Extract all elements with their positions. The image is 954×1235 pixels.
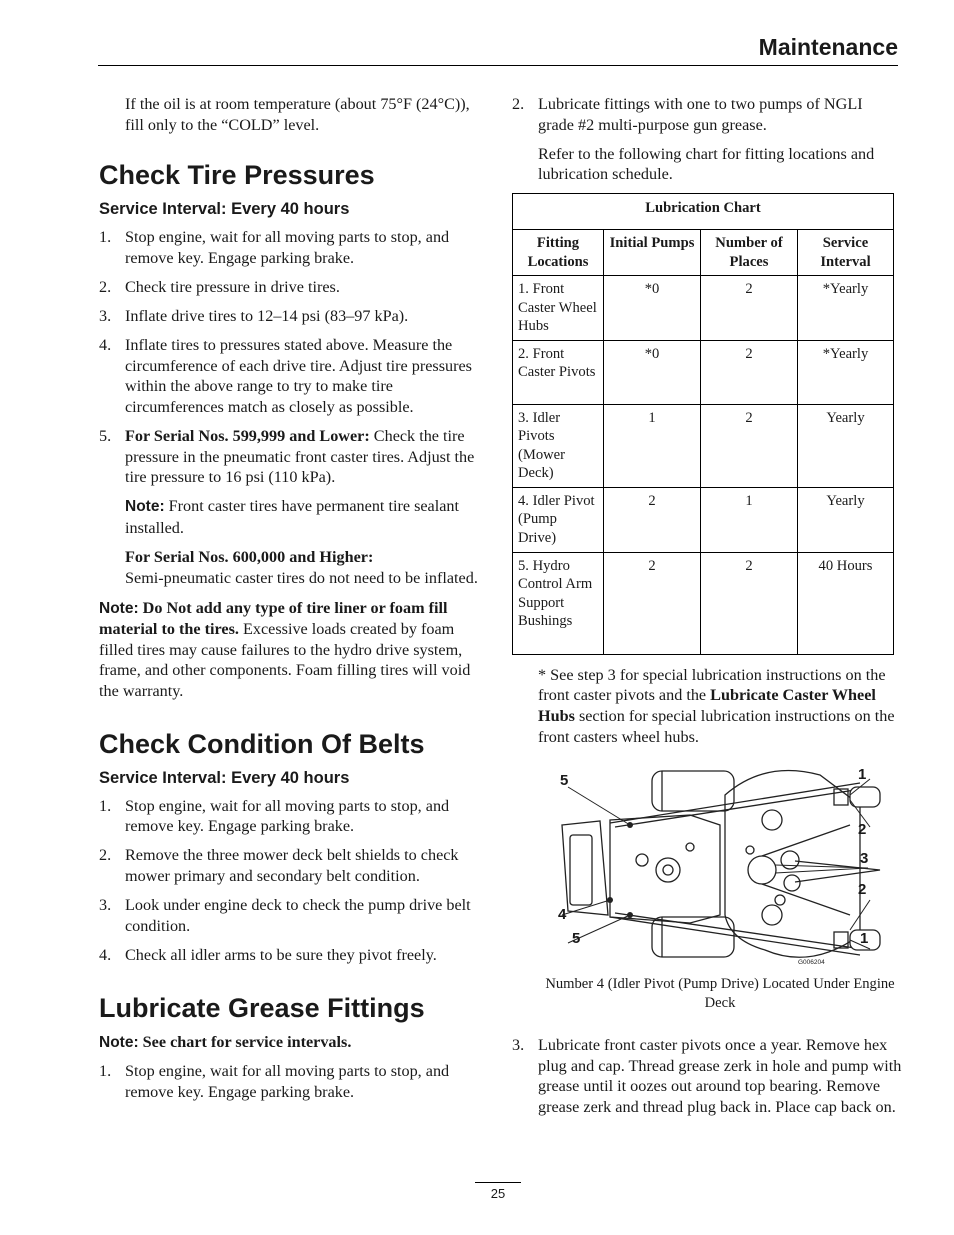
note-warning: Do Not add any type of tire liner or foam fill material to the tires. (99, 598, 448, 639)
right-column (512, 94, 902, 1126)
figure-code: G006204 (798, 959, 825, 966)
step-number: 2. (99, 277, 112, 296)
fitting-locations-diagram (550, 765, 910, 965)
grease-steps-list-continued (512, 94, 902, 135)
step-number: 4. (99, 945, 112, 964)
list-item (512, 94, 902, 135)
belts-steps-list (99, 796, 487, 966)
grease-note (99, 1032, 487, 1054)
callout-label: 2 (858, 881, 867, 899)
table-cell: 2 (701, 276, 798, 341)
tire-steps-list (99, 227, 487, 488)
table-cell: 1 (701, 487, 798, 552)
step-number: 1. (99, 1062, 112, 1081)
step-text: Lubricate front caster pivots once a year. Remove hex plug and cap. Thread grease zerk in hole and pump with grease until it oozes out around top bearing. Remove grease zerk and thread plug back in. Place cap back on. (538, 1036, 902, 1117)
intro-paragraph: If the oil is at room temperature (about 75°F (24°C)), fill only to the “COLD” level. (125, 95, 470, 134)
table-cell: 2 (701, 404, 798, 487)
table-row (513, 340, 894, 404)
callout-label: 2 (858, 821, 867, 839)
note-label: Note: (99, 1033, 139, 1051)
list-item (99, 277, 487, 298)
column-header: Service Interval (798, 230, 894, 276)
step-text: Check the tire pressure in the pneumatic front caster tires. Adjust the tire pressure to 16 psi (110 kPa). (125, 426, 475, 487)
note-label: Note: (99, 599, 139, 617)
table-cell: *Yearly (798, 340, 894, 404)
list-item (99, 426, 487, 488)
callout-label: 5 (560, 772, 569, 790)
step-text: Stop engine, wait for all moving parts to stop, and remove key. Engage parking brake. (125, 796, 450, 836)
list-item (99, 335, 487, 417)
grease-section-title: Lubricate Grease Fittings (99, 992, 425, 1023)
list-item (512, 1035, 902, 1117)
header-rule (98, 65, 898, 66)
callout-label: 1 (860, 930, 869, 948)
table-cell: *0 (604, 276, 701, 341)
table-row (513, 276, 894, 341)
serial-high-text: Semi-pneumatic caster tires do not need to be inflated. (125, 569, 478, 587)
caster-note (125, 496, 487, 538)
footnote-text: section for special lubrication instructions on the front casters wheel hubs. (538, 707, 895, 746)
step-text: Lubricate fittings with one to two pumps of NGLI grade #2 multi-purpose gun grease. (538, 95, 863, 134)
note-label: Note: (125, 498, 165, 516)
serial-high-paragraph (125, 547, 487, 588)
table-row (513, 487, 894, 552)
table-cell: 2 (604, 552, 701, 654)
serial-high-label: For Serial Nos. 600,000 and Higher: (125, 548, 374, 567)
chart-header-row (513, 230, 894, 276)
note-text: Front caster tires have permanent tire sealant installed. (125, 497, 460, 537)
section-header-title: Maintenance (758, 34, 898, 60)
step-text: Check tire pressure in drive tires. (125, 277, 340, 296)
figure-caption: Number 4 (Idler Pivot (Pump Drive) Located Under Engine Deck (545, 976, 895, 1012)
list-item (99, 895, 487, 936)
table-cell: 1. Front Caster Wheel Hubs (513, 276, 604, 341)
list-item (99, 945, 487, 966)
table-cell: *Yearly (798, 276, 894, 341)
table-cell: 2 (604, 487, 701, 552)
chart-title: Lubrication Chart (513, 193, 894, 230)
callout-label: 5 (572, 930, 581, 948)
table-cell: 3. Idler Pivots (Mower Deck) (513, 404, 604, 487)
chart-footnote (538, 665, 902, 747)
list-item (99, 845, 487, 886)
tire-section-title: Check Tire Pressures (99, 160, 375, 191)
note-text: See chart for service intervals. (138, 1032, 352, 1051)
callout-label: 1 (858, 766, 867, 784)
chart-reference: Refer to the following chart for fitting locations and lubrication schedule. (538, 144, 875, 184)
column-header: Number of Places (701, 230, 798, 276)
column-header: Initial Pumps (604, 230, 701, 276)
page-number: 25 (490, 1186, 506, 1201)
left-column (99, 94, 487, 1111)
table-row (513, 404, 894, 487)
belts-service-interval: Service Interval: Every 40 hours (99, 768, 350, 787)
footnote-text: * See step 3 for special lubrication instructions on the front caster pivots and the (538, 665, 886, 705)
serial-low-label: For Serial Nos. 599,999 and Lower: (125, 426, 370, 445)
table-cell: 5. Hydro Control Arm Support Bushings (513, 552, 604, 654)
table-cell: 40 Hours (798, 552, 894, 654)
callout-label: 3 (860, 850, 869, 868)
column-header: Fitting Locations (513, 230, 604, 276)
grease-steps-list-final (512, 1035, 902, 1117)
step-number: 2. (512, 95, 525, 113)
lubrication-chart (512, 193, 894, 655)
step-text: Inflate tires to pressures stated above. Measure the circumference of each drive tire. Adjust tire pressures within the above range to try to make tire circumferences match as closely as possible. (125, 336, 472, 416)
step-number: 5. (99, 426, 112, 445)
step-number: 4. (99, 336, 112, 355)
table-cell: 1 (604, 404, 701, 487)
grease-steps-list (99, 1061, 487, 1102)
step-number: 3. (99, 306, 112, 325)
table-cell: 2 (701, 552, 798, 654)
list-item (99, 1061, 487, 1102)
step-text: Inflate drive tires to 12–14 psi (83–97 kPa). (125, 306, 409, 325)
step-text: Stop engine, wait for all moving parts to stop, and remove key. Engage parking brake. (125, 1062, 450, 1101)
mower-top-view-drawing (550, 765, 910, 965)
foam-fill-note (99, 598, 487, 702)
list-item (99, 227, 487, 268)
step-text: Look under engine deck to check the pump drive belt condition. (125, 895, 471, 935)
table-cell: *0 (604, 340, 701, 404)
table-cell: Yearly (798, 487, 894, 552)
step-number: 2. (99, 846, 112, 865)
list-item (99, 306, 487, 327)
footnote-section-reference: Lubricate Caster Wheel Hubs (538, 686, 876, 726)
belts-section-title: Check Condition Of Belts (99, 728, 425, 759)
table-cell: 2 (701, 340, 798, 404)
step-number: 1. (99, 796, 112, 815)
table-cell: Yearly (798, 404, 894, 487)
table-row (513, 552, 894, 654)
step-number: 3. (512, 1036, 525, 1055)
note-text: Excessive loads created by foam filled tires may cause failures to the hydro drive system, frame, and other components. Foam filling tires will void the warranty. (99, 620, 471, 700)
step-text: Remove the three mower deck belt shields to check mower primary and secondary belt condition. (125, 846, 459, 885)
table-cell: 2. Front Caster Pivots (513, 340, 604, 404)
callout-label: 4 (558, 906, 567, 924)
table-cell: 4. Idler Pivot (Pump Drive) (513, 487, 604, 552)
step-text: Check all idler arms to be sure they pivot freely. (125, 945, 437, 964)
step-number: 3. (99, 895, 112, 914)
tire-service-interval: Service Interval: Every 40 hours (99, 200, 350, 219)
step-text: Stop engine, wait for all moving parts to stop, and remove key. Engage parking brake. (125, 228, 450, 267)
list-item (99, 796, 487, 837)
step-number: 1. (99, 228, 112, 247)
page-number-rule (475, 1182, 521, 1183)
